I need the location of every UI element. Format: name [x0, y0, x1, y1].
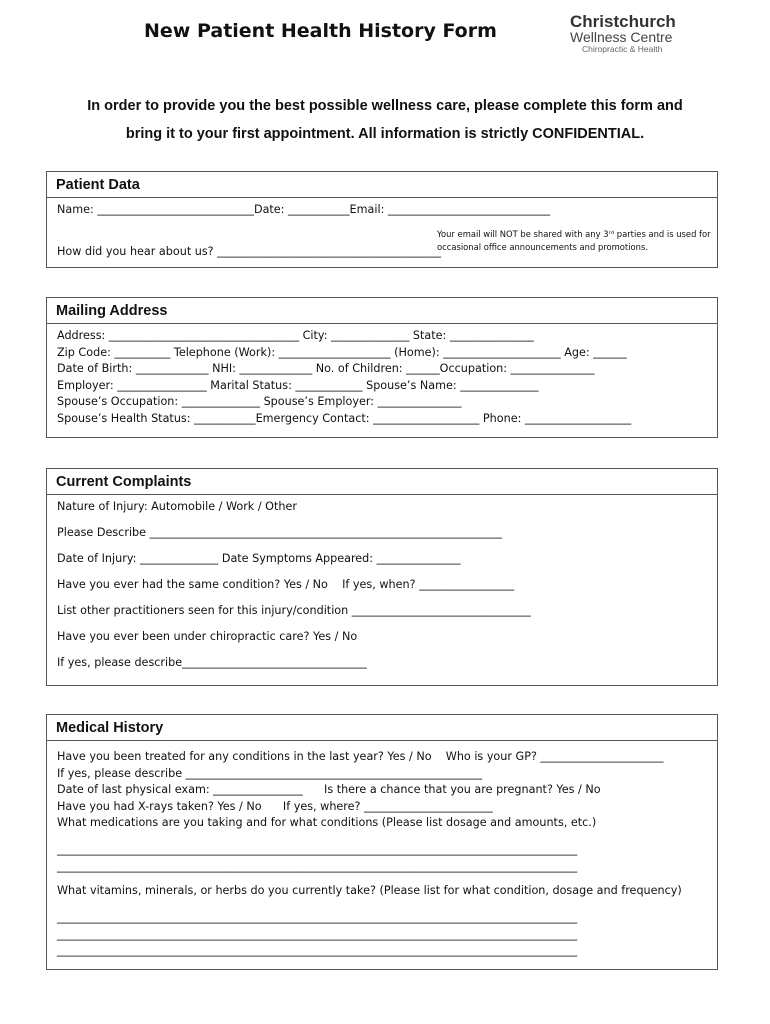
referral-source-field[interactable]: How did you hear about us? ________________________________________: [57, 245, 441, 258]
describe-field[interactable]: Please Describe _______________________________________________________________: [57, 526, 502, 539]
treated-conditions-field[interactable]: Have you been treated for any conditions in the last year? Yes / No Who is your GP? ______________________: [57, 750, 664, 763]
name-date-email-field[interactable]: Name: ____________________________Date: ___________Email: _____________________________: [57, 203, 551, 216]
chiropractic-care-field[interactable]: Have you ever been under chiropractic care? Yes / No: [57, 630, 358, 643]
logo-tagline: Chiropractic & Health: [582, 44, 663, 54]
medical-history-section: [46, 714, 718, 970]
mailing-address-section: [46, 297, 718, 438]
treatment-describe-field[interactable]: If yes, please describe _____________________________________________________: [57, 766, 483, 780]
other-practitioners-field[interactable]: List other practitioners seen for this injury/condition ________________________________: [57, 604, 531, 617]
nature-of-injury-field[interactable]: Nature of Injury: Automobile / Work / Other: [57, 500, 297, 513]
vitamins-line-3[interactable]: _____________________________________________________________________________________________: [57, 944, 578, 957]
chiropractic-describe-field[interactable]: If yes, please describe_________________________________: [57, 656, 367, 669]
current-complaints-heading: Current Complaints: [47, 469, 717, 495]
intro-line-2: bring it to your first appointment. All information is strictly CONFIDENTIAL.: [125, 126, 645, 142]
vitamins-line-1[interactable]: _____________________________________________________________________________________________: [57, 911, 578, 924]
logo-subtitle: Wellness Centre: [570, 29, 673, 45]
same-condition-field[interactable]: Have you ever had the same condition? Yes / No If yes, when? _________________: [57, 578, 515, 591]
birth-nhi-field[interactable]: Date of Birth: _____________ NHI: _____________ No. of Children: ______Occupation: _______________: [57, 362, 595, 375]
email-privacy-note: Your email will NOT be shared with any 3ʳᵈ parties and is used for occasional office announcements and promotions.: [437, 229, 711, 252]
spouse-occupation-field[interactable]: Spouse’s Occupation: ______________ Spouse’s Employer: _______________: [57, 395, 462, 408]
physical-exam-field[interactable]: Date of last physical exam: ________________ Is there a chance that you are pregnant? Yes / No: [57, 783, 601, 796]
medical-history-heading: Medical History: [47, 715, 717, 741]
vitamins-line-2[interactable]: _____________________________________________________________________________________________: [57, 927, 578, 941]
page-title: New Patient Health History Form: [144, 20, 497, 42]
logo-name: Christchurch: [570, 12, 676, 31]
injury-date-field[interactable]: Date of Injury: ______________ Date Symptoms Appeared: _______________: [57, 552, 461, 565]
vitamins-question: What vitamins, minerals, or herbs do you currently take? (Please list for what condition, dosage and frequency): [57, 884, 682, 897]
mailing-address-heading: Mailing Address: [47, 298, 717, 324]
spouse-health-emergency-field[interactable]: Spouse’s Health Status: ___________Emergency Contact: ___________________ Phone: ___________________: [57, 411, 632, 425]
clinic-logo: [570, 14, 690, 54]
medications-question: What medications are you taking and for what conditions (Please list dosage and amounts, etc.): [57, 816, 597, 829]
current-complaints-section: [46, 468, 718, 686]
medications-line-1[interactable]: _____________________________________________________________________________________________: [57, 843, 578, 856]
patient-data-section: [46, 171, 718, 268]
intro-line-1: In order to provide you the best possible wellness care, please complete this form and: [87, 98, 683, 114]
address-field[interactable]: Address: __________________________________ City: ______________ State: _______________: [57, 329, 534, 342]
patient-data-heading: Patient Data: [47, 172, 717, 198]
medications-line-2[interactable]: _____________________________________________________________________________________________: [57, 859, 578, 873]
zip-telephone-field[interactable]: Zip Code: __________ Telephone (Work): ____________________ (Home): _____________________ Age: ______: [57, 345, 627, 359]
xrays-field[interactable]: Have you had X-rays taken? Yes / No If yes, where? _______________________: [57, 799, 493, 813]
employer-marital-field[interactable]: Employer: ________________ Marital Status: ____________ Spouse’s Name: ______________: [57, 378, 539, 392]
